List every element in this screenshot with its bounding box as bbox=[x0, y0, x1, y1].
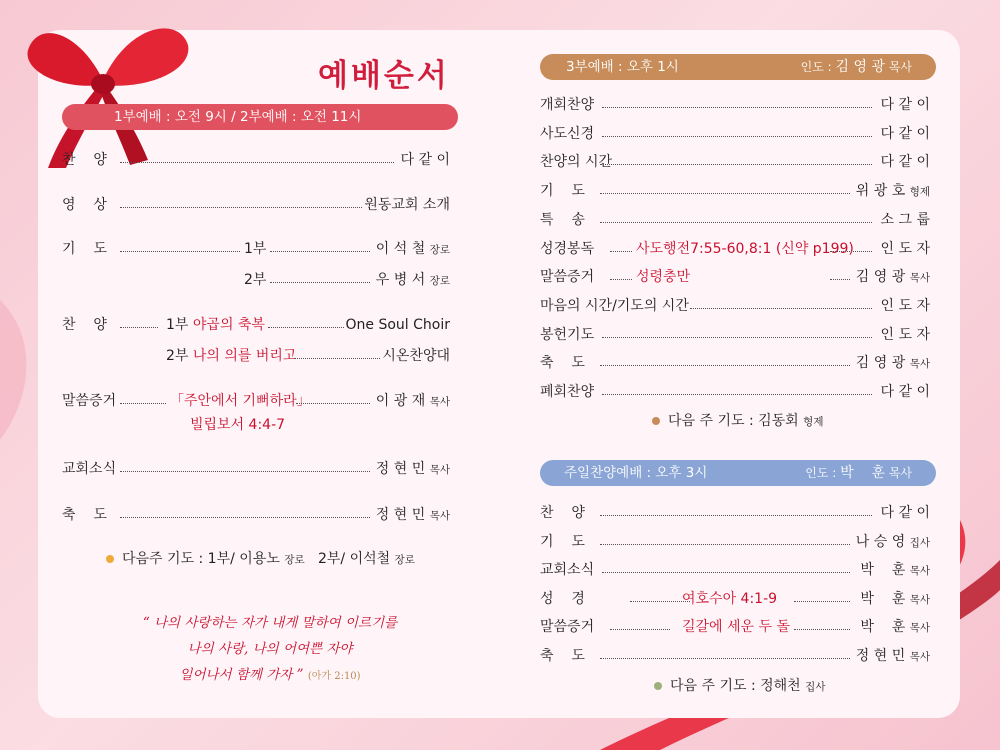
item-person: 정 현 민 bbox=[855, 648, 906, 664]
list-item bbox=[540, 181, 930, 201]
list-item bbox=[62, 315, 450, 335]
item-title: 목사 bbox=[429, 510, 450, 522]
leader-name: 박 훈 bbox=[840, 465, 885, 481]
item-label: 기 도 bbox=[62, 241, 107, 257]
bullet-icon bbox=[106, 555, 114, 563]
item-detail: 「주안에서 기뻐하라」 bbox=[170, 393, 311, 409]
item-person: 다 같 이 bbox=[400, 152, 450, 168]
item-detail: 사도행전7:55-60,8:1 (신약 p199) bbox=[636, 240, 854, 257]
list-item bbox=[62, 346, 450, 366]
item-title: 형제 bbox=[909, 186, 930, 199]
quote-reference: (아가 2:10) bbox=[307, 671, 361, 682]
item-title: 목사 bbox=[429, 464, 450, 476]
list-item bbox=[62, 270, 450, 290]
item-label: 교회소식 bbox=[540, 562, 595, 579]
item-title: 목사 bbox=[909, 622, 930, 635]
item-person: 김 영 광 bbox=[855, 269, 906, 286]
item-title: 목사 bbox=[909, 565, 930, 578]
item-label: 성경봉독 bbox=[540, 240, 595, 257]
next-prayer-title: 집사 bbox=[805, 681, 826, 693]
next-prayer-third bbox=[652, 410, 823, 430]
item-person: 인 도 자 bbox=[880, 297, 930, 314]
next-prayer-text: 다음 주 기도 : 김동회 bbox=[668, 413, 799, 429]
item-detail: 나의 의를 버리고 bbox=[192, 348, 297, 364]
page-title: 예배순서 bbox=[318, 58, 450, 94]
list-item bbox=[540, 325, 930, 345]
item-person: 정 현 민 bbox=[375, 507, 426, 523]
list-item bbox=[540, 382, 930, 402]
item-person: 박 훈 bbox=[860, 619, 906, 636]
item-label: 봉헌기도 bbox=[540, 326, 595, 343]
item-title: 목사 bbox=[429, 396, 450, 408]
list-item bbox=[62, 459, 450, 479]
item-title: 목사 bbox=[909, 651, 930, 663]
item-label: 특 송 bbox=[540, 211, 585, 228]
item-detail-prefix: 1부 bbox=[166, 317, 189, 333]
list-item bbox=[540, 239, 930, 259]
item-person: 다 같 이 bbox=[880, 505, 930, 521]
item-detail: 야곱의 축복 bbox=[192, 317, 265, 333]
item-label: 개회찬양 bbox=[540, 97, 595, 113]
item-person: 시온찬양대 bbox=[382, 348, 450, 364]
bullet-icon bbox=[652, 417, 660, 425]
leader-label: 인도 : bbox=[800, 60, 832, 74]
scripture-reference: 빌립보서 4:4-7 bbox=[190, 417, 286, 433]
item-label: 사도신경 bbox=[540, 125, 595, 142]
list-item bbox=[62, 239, 450, 259]
leader-label: 인도 : bbox=[805, 466, 837, 480]
afternoon-service-header bbox=[540, 460, 936, 486]
quote-line-3: 일어나서 함께 가자 bbox=[179, 667, 293, 683]
item-person: 원동교회 소개 bbox=[364, 197, 450, 213]
list-item bbox=[62, 391, 450, 411]
item-title: 장로 bbox=[429, 275, 450, 287]
item-person: 나 승 영 bbox=[855, 533, 906, 550]
item-label: 영 상 bbox=[62, 197, 107, 213]
next-prayer-text: 다음 주 기도 : 정해천 bbox=[670, 678, 801, 694]
item-person: 인 도 자 bbox=[880, 326, 930, 343]
list-item bbox=[62, 195, 450, 215]
item-label: 교회소식 bbox=[62, 461, 117, 477]
third-service-header bbox=[540, 54, 936, 80]
next-prayer-title-2: 장로 bbox=[394, 554, 415, 566]
next-prayer-text: 다음주 기도 : 1부/ 이용노 bbox=[122, 551, 280, 567]
item-detail: 성령충만 bbox=[636, 269, 691, 286]
item-label: 말씀증거 bbox=[540, 269, 595, 286]
item-person: 다 같 이 bbox=[880, 384, 930, 400]
item-title: 목사 bbox=[909, 358, 930, 371]
item-person: One Soul Choir bbox=[345, 317, 450, 333]
item-person: 이 광 재 bbox=[375, 393, 426, 409]
item-person: 다 같 이 bbox=[880, 154, 930, 171]
item-label: 축 도 bbox=[540, 648, 585, 664]
list-item bbox=[62, 505, 450, 525]
item-person: 인 도 자 bbox=[880, 240, 930, 257]
leader-title: 목사 bbox=[888, 60, 912, 74]
scripture-quote: “ 나의 사랑하는 자가 내게 말하여 이르기를 나의 사랑, 나의 어여쁜 자야 일어나서 함께 가자 ” (아가 2:10) bbox=[130, 610, 410, 690]
item-label: 성 경 bbox=[540, 590, 585, 607]
item-label: 찬 양 bbox=[62, 317, 107, 333]
next-prayer-title: 장로 bbox=[284, 554, 305, 566]
third-service-header-text: 3부예배 : 오후 1시 bbox=[566, 59, 679, 75]
list-item bbox=[540, 589, 930, 609]
item-title: 목사 bbox=[909, 593, 930, 606]
item-label: 말씀증거 bbox=[62, 393, 117, 409]
next-prayer-title: 형제 bbox=[803, 416, 824, 428]
item-label: 말씀증거 bbox=[540, 619, 595, 636]
leader-name: 김 영 광 bbox=[835, 59, 885, 75]
item-person: 이 석 철 bbox=[375, 241, 426, 257]
list-item bbox=[540, 124, 930, 144]
item-label: 찬양의 시간 bbox=[540, 154, 613, 171]
item-label: 기 도 bbox=[540, 533, 585, 550]
item-person: 정 현 민 bbox=[375, 461, 426, 477]
item-person: 우 병 서 bbox=[375, 272, 426, 288]
next-prayer-text-2: 2부/ 이석철 bbox=[317, 551, 391, 567]
item-detail: 여호수아 4:1-9 bbox=[682, 590, 778, 607]
item-person: 박 훈 bbox=[860, 562, 906, 579]
item-title: 장로 bbox=[429, 244, 450, 256]
list-item bbox=[540, 210, 930, 230]
quote-line-2: 나의 사랑, 나의 어여쁜 자야 bbox=[187, 641, 353, 657]
list-item bbox=[540, 267, 930, 287]
item-person: 다 같 이 bbox=[880, 97, 930, 113]
item-person: 다 같 이 bbox=[880, 125, 930, 142]
item-person: 소 그 룹 bbox=[880, 211, 930, 228]
item-label: 축 도 bbox=[62, 507, 107, 523]
list-item bbox=[540, 353, 930, 373]
item-person: 박 훈 bbox=[860, 590, 906, 607]
next-prayer-afternoon bbox=[654, 675, 825, 695]
morning-service-header bbox=[62, 104, 458, 130]
item-label: 축 도 bbox=[540, 355, 585, 372]
item-label: 폐회찬양 bbox=[540, 384, 595, 400]
list-item bbox=[540, 296, 930, 316]
list-item bbox=[62, 150, 450, 170]
list-item bbox=[540, 646, 930, 666]
list-item bbox=[540, 152, 930, 172]
item-detail: 1부 bbox=[244, 241, 267, 257]
item-label: 마음의 시간/기도의 시간 bbox=[540, 297, 689, 314]
red-bow-icon bbox=[8, 10, 198, 170]
quote-line-1: 나의 사랑하는 자가 내게 말하여 이르기를 bbox=[154, 615, 398, 631]
item-detail-prefix: 2부 bbox=[166, 348, 189, 364]
leader-title: 목사 bbox=[888, 466, 912, 480]
item-label: 기 도 bbox=[540, 183, 585, 200]
item-detail: 길갈에 세운 두 돌 bbox=[682, 619, 791, 636]
bullet-icon bbox=[654, 682, 662, 690]
list-item bbox=[540, 560, 930, 580]
morning-service-header-text: 1부예배 : 오전 9시 / 2부예배 : 오전 11시 bbox=[114, 109, 362, 125]
item-label: 찬 양 bbox=[62, 152, 107, 168]
item-label: 찬 양 bbox=[540, 505, 585, 521]
item-person: 김 영 광 bbox=[855, 355, 906, 372]
afternoon-service-header-text: 주일찬양예배 : 오후 3시 bbox=[564, 465, 708, 481]
list-item bbox=[540, 617, 930, 637]
list-item bbox=[540, 532, 930, 552]
item-detail: 2부 bbox=[244, 272, 267, 288]
list-item bbox=[540, 95, 930, 115]
item-person: 위 광 호 bbox=[855, 183, 906, 200]
next-prayer-morning bbox=[106, 548, 415, 568]
item-title: 집사 bbox=[909, 536, 930, 549]
list-item bbox=[540, 503, 930, 523]
item-title: 목사 bbox=[909, 272, 930, 285]
